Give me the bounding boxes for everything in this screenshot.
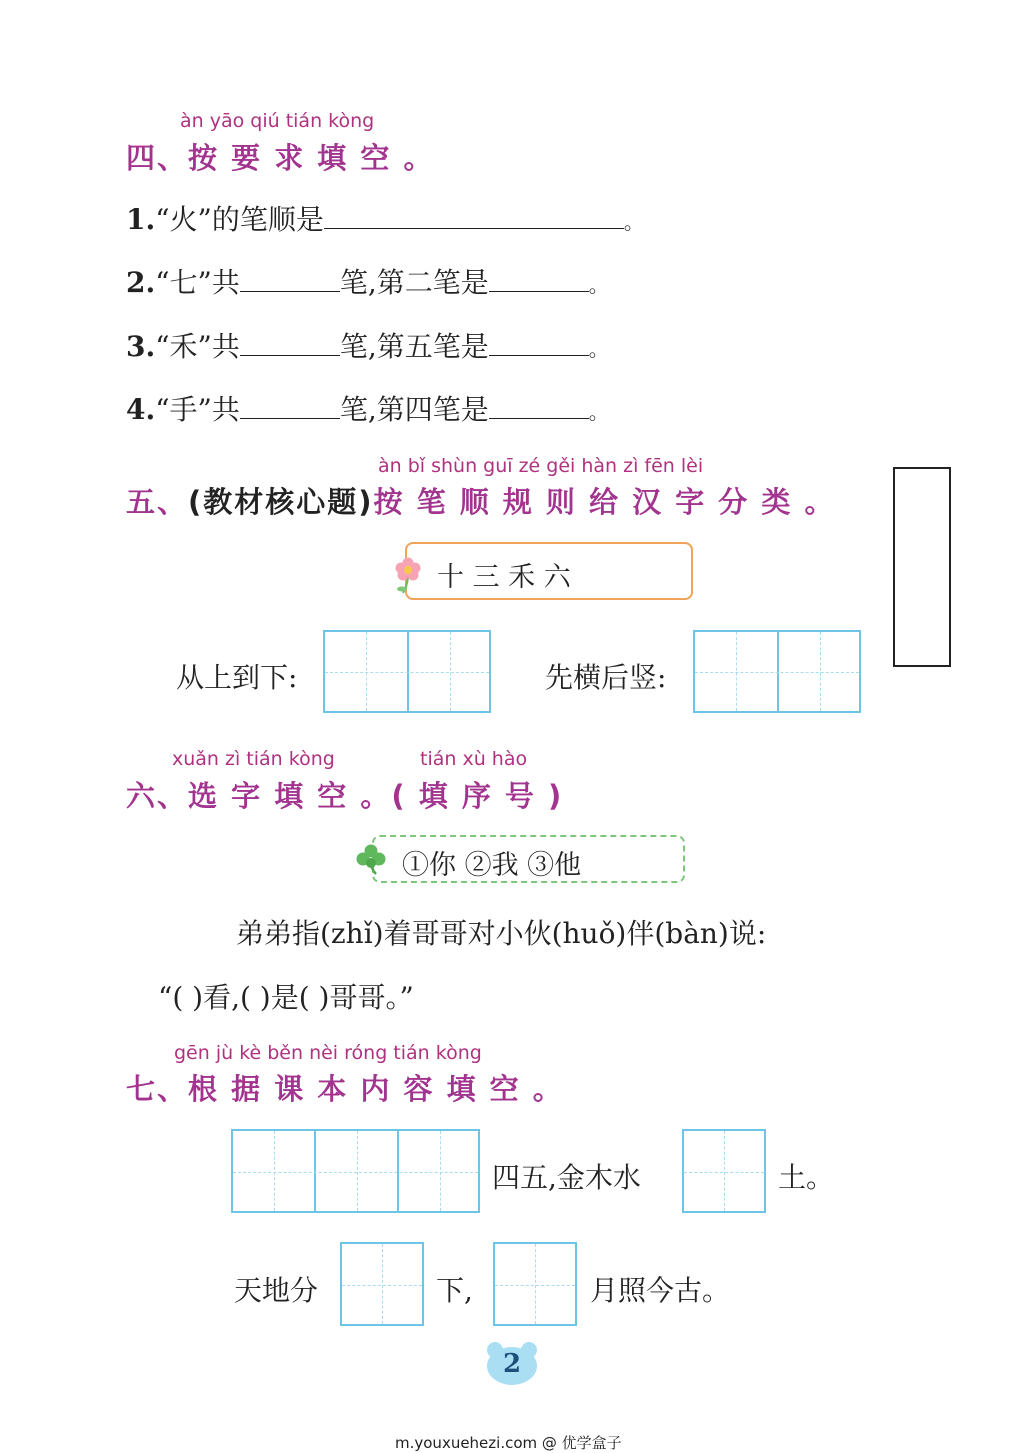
footer-watermark: m.youxuehezi.com @ 优学盒子 — [395, 1434, 622, 1452]
verse-line-2-start: 天地分 — [234, 1274, 319, 1307]
question-3-text: “禾”共 — [155, 330, 240, 363]
side-score-box — [893, 467, 951, 667]
page-number: 2 — [502, 1349, 522, 1379]
writing-grid-single[interactable] — [493, 1242, 577, 1326]
answer-blank[interactable] — [240, 417, 340, 419]
question-1-end: 。 — [623, 210, 644, 234]
question-2-number: 2. — [126, 266, 156, 299]
story-sentence-2: “( )看,( )是( )哥哥。” — [158, 981, 414, 1014]
clover-icon — [354, 842, 388, 876]
section7-pinyin: gēn jù kè běn nèi róng tián kòng — [174, 1042, 482, 1064]
answer-blank[interactable] — [240, 354, 340, 356]
section6-pinyin-a: xuǎn zì tián kòng — [172, 748, 335, 770]
story-sentence-1: 弟弟指(zhǐ)着哥哥对小伙(huǒ)伴(bàn)说: — [236, 917, 767, 950]
section4-pinyin: àn yāo qiú tián kòng — [180, 110, 375, 132]
writing-grid-horizontal-then-vertical[interactable] — [693, 630, 861, 713]
verse-line-1-end: 土。 — [778, 1161, 835, 1194]
writing-grid-three[interactable] — [231, 1129, 480, 1213]
section4-heading: 四、按 要 求 填 空 。 — [126, 141, 435, 175]
question-2 — [126, 261, 609, 301]
choice-list: ①你 ②我 ③他 — [402, 850, 582, 881]
section5-heading-prefix: 五、 — [126, 485, 189, 519]
section5-heading — [126, 480, 836, 521]
question-4-number: 4. — [126, 393, 156, 426]
question-3 — [126, 325, 609, 365]
answer-blank[interactable] — [489, 417, 589, 419]
question-2-end: 。 — [588, 273, 609, 297]
question-2-text-b: 笔,第二笔是 — [339, 266, 489, 299]
question-3-end: 。 — [588, 337, 609, 361]
question-3-number: 3. — [126, 330, 156, 363]
verse-line-2-mid: 下, — [436, 1274, 473, 1307]
section5-heading-tag: (教材核心题) — [188, 485, 374, 519]
question-4-text: “手”共 — [155, 393, 240, 426]
question-1-number: 1. — [126, 203, 156, 236]
label-horizontal-then-vertical: 先横后竖: — [545, 661, 667, 694]
flower-icon — [393, 555, 425, 595]
question-1 — [126, 198, 644, 238]
question-4 — [126, 388, 609, 428]
writing-grid-top-to-bottom[interactable] — [323, 630, 491, 713]
verse-line-2-end: 月照今古。 — [590, 1274, 731, 1307]
section5-heading-text: 按 笔 顺 规 则 给 汉 字 分 类 。 — [373, 485, 836, 519]
answer-blank[interactable] — [324, 227, 624, 229]
verse-line-1-mid: 四五,金木水 — [492, 1161, 641, 1194]
question-3-text-b: 笔,第五笔是 — [339, 330, 489, 363]
word-list: 十 三 禾 六 — [437, 562, 571, 593]
section6-pinyin-b: tián xù hào — [420, 748, 528, 770]
section5-pinyin: àn bǐ shùn guī zé gěi hàn zì fēn lèi — [378, 455, 704, 477]
question-2-text: “七”共 — [155, 266, 240, 299]
question-4-text-b: 笔,第四笔是 — [339, 393, 489, 426]
section6-heading: 六、选 字 填 空 。( 填 序 号 ) — [126, 779, 564, 813]
answer-blank[interactable] — [240, 290, 340, 292]
label-top-to-bottom: 从上到下: — [176, 661, 298, 694]
section7-heading: 七、根 据 课 本 内 容 填 空 。 — [126, 1072, 564, 1106]
writing-grid-single[interactable] — [682, 1129, 766, 1213]
question-1-text: “火”的笔顺是 — [155, 203, 324, 236]
answer-blank[interactable] — [489, 290, 589, 292]
question-4-end: 。 — [588, 400, 609, 424]
answer-blank[interactable] — [489, 354, 589, 356]
writing-grid-single[interactable] — [340, 1242, 424, 1326]
